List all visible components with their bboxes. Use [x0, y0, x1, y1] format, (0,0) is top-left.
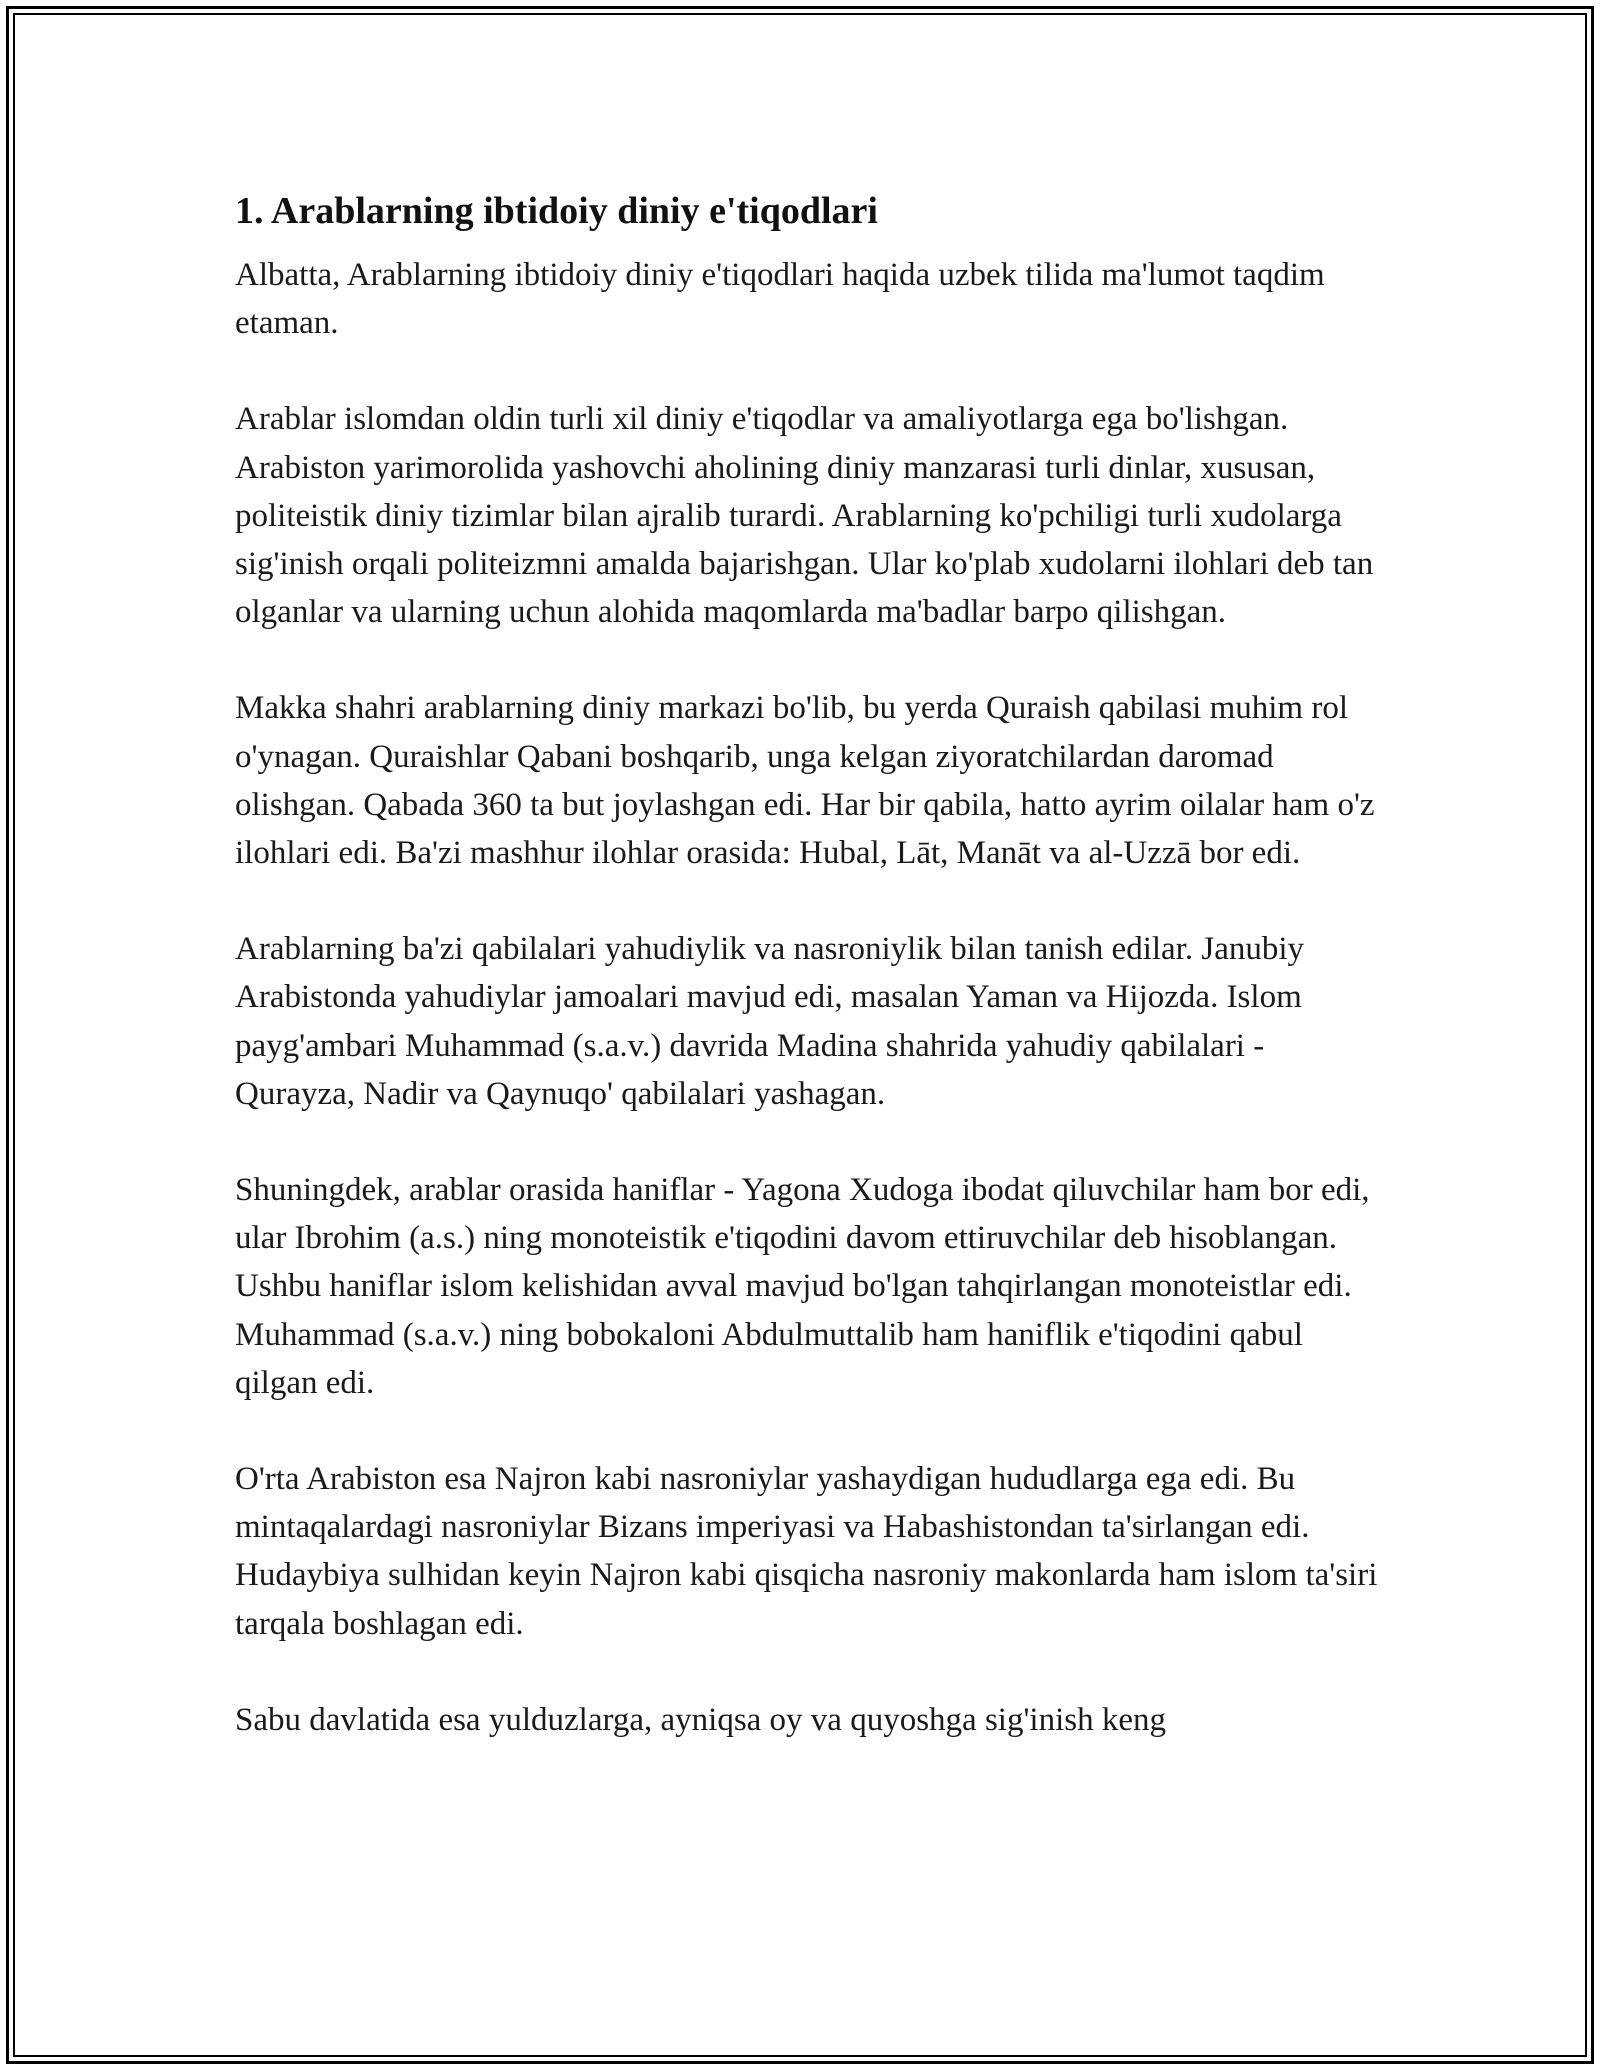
paragraph-judaism: Arablarning ba'zi qabilalari yahudiylik va nasroniylik bilan tanish edilar. Janubiy Arabistonda yahudiylar jamoalari mavjud edi, masalan Yaman va Hijozda. Islom payg'ambari Muhammad (s.a.v.) davrida Madina shahrida yahudiy qabilalari - Qurayza, Nadir va Qaynuqo' qabilalari yashagan. — [235, 931, 1305, 1112]
paragraph-hanifs: Shuningdek, arablar orasida haniflar - Yagona Xudoga ibodat qiluvchilar ham bor edi, ular Ibrohim (a.s.) ning monoteistik e'tiqodini davom ettiruvchilar deb hisoblangan. Ushbu haniflar islom kelishidan avval mavjud bo'lgan tahqirlangan monoteistlar edi. Muhammad (s.a.v.) ning bobokaloni Abdulmuttalib ham haniflik e'tiqodini qabul qilgan edi. — [235, 1172, 1370, 1401]
paragraph-christians: O'rta Arabiston esa Najron kabi nasroniylar yashaydigan hududlarga ega edi. Bu mintaqalardagi nasroniylar Bizans imperiyasi va Habashistondan ta'sirlangan edi. Hudaybiya sulhidan keyin Najron kabi qisqicha nasroniy makonlarda ham islom ta'siri tarqala boshlagan edi. — [235, 1461, 1378, 1642]
paragraph-sabu: Sabu davlatida esa yulduzlarga, ayniqsa oy va quyoshga sig'inish keng — [235, 1701, 1166, 1738]
document-body — [235, 185, 1380, 1792]
paragraph-intro: Albatta, Arablarning ibtidoiy diniy e'tiqodlari haqida uzbek tilida ma'lumot taqdim etaman. — [235, 257, 1325, 342]
section-title: 1. Arablarning ibtidoiy diniy e'tiqodlari — [235, 190, 878, 232]
paragraph-makka: Makka shahri arablarning diniy markazi bo'lib, bu yerda Quraish qabilasi muhim rol o'ynagan. Quraishlar Qabani boshqarib, unga kelgan ziyoratchilardan daromad olishgan. Qabada 360 ta but joylashgan edi. Har bir qabila, hatto ayrim oilalar ham o'z ilohlari edi. Ba'zi mashhur ilohlar orasida: Hubal, Lāt, Manāt va al-Uzzā bor edi. — [235, 690, 1375, 872]
paragraph-polytheism: Arablar islomdan oldin turli xil diniy e'tiqodlar va amaliyotlarga ega bo'lishgan. Arabiston yarimorolida yashovchi aholining diniy manzarasi turli dinlar, xususan, politeistik diniy tizimlar bilan ajralib turardi. Arablarning ko'pchiligi turli xudolarga sig'inish orqali politeizmni amalda bajarishgan. Ular ko'plab xudolarni ilohlari deb tan olganlar va ularning uchun alohida maqomlarda ma'badlar barpo qilishgan. — [235, 401, 1374, 631]
